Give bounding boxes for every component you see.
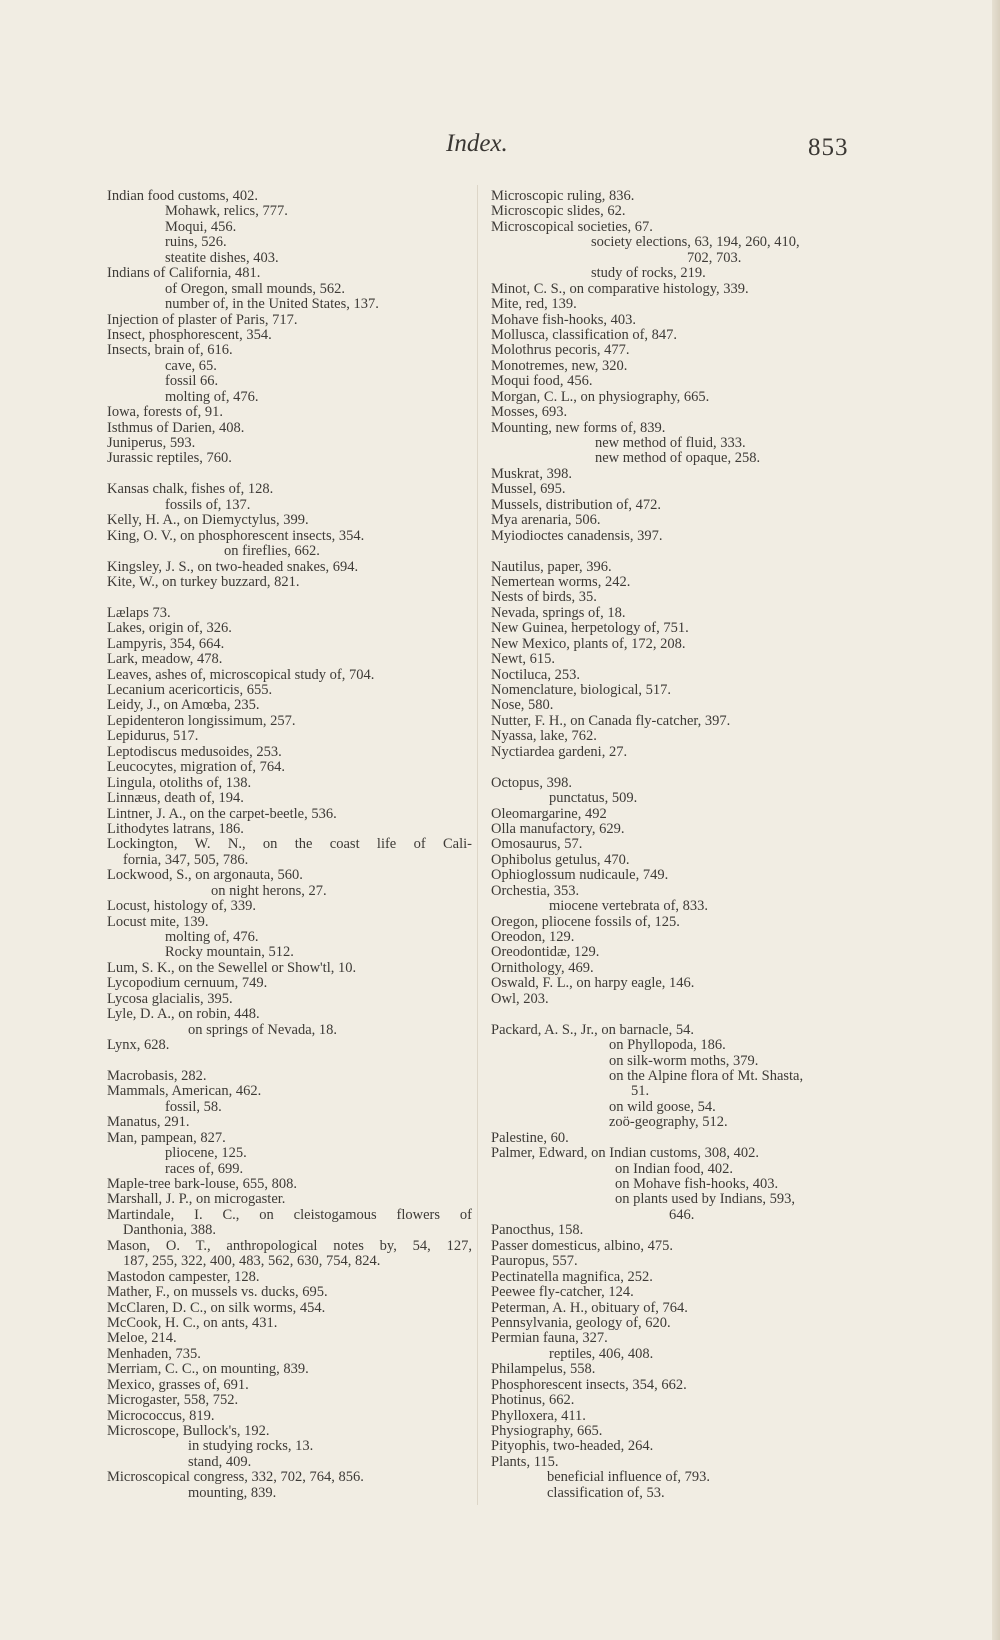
index-entry: new method of opaque, 258.: [595, 450, 761, 467]
index-entry: on the Alpine flora of Mt. Shasta,: [609, 1067, 804, 1084]
index-entry: Indian food customs, 402.: [107, 188, 259, 204]
index-entry: New Mexico, plants of, 172, 208.: [491, 635, 686, 652]
index-entry: on night herons, 27.: [211, 882, 327, 899]
index-entry: Oreodontidæ, 129.: [491, 944, 600, 961]
index-entry: Isthmus of Darien, 408.: [107, 419, 245, 436]
index-entry: on Indian food, 402.: [615, 1160, 733, 1177]
index-entry: New Guinea, herpetology of, 751.: [491, 620, 689, 637]
index-entry: Mohawk, relics, 777.: [165, 203, 288, 220]
page-number: 853: [808, 134, 849, 161]
index-entry: Microscopical congress, 332, 702, 764, 856.: [107, 1469, 364, 1486]
index-entry: fossil, 58.: [165, 1098, 222, 1115]
index-entry: Oleomargarine, 492: [491, 805, 607, 822]
index-entry: Mussel, 695.: [491, 481, 566, 498]
index-entry: Mason, O. T., anthropological notes by, 54, 127,: [107, 1237, 472, 1254]
index-entry: Lintner, J. A., on the carpet-beetle, 536.: [107, 805, 337, 822]
index-entry: Nyassa, lake, 762.: [491, 728, 597, 745]
index-entry: Nyctiardea gardeni, 27.: [491, 743, 628, 760]
index-entry: on Mohave fish-hooks, 403.: [615, 1176, 779, 1192]
index-entry: on silk-worm moths, 379.: [609, 1052, 759, 1069]
index-entry: Noctiluca, 253.: [491, 666, 580, 683]
index-entry: Lakes, origin of, 326.: [107, 620, 232, 637]
index-entry: Moqui, 456.: [165, 218, 237, 235]
index-entry: zoö-geography, 512.: [609, 1114, 728, 1131]
index-entry: Palestine, 60.: [491, 1129, 569, 1146]
index-entry: Jurassic reptiles, 760.: [107, 450, 232, 467]
index-entry: Lark, meadow, 478.: [107, 651, 223, 668]
index-entry: Mexico, grasses of, 691.: [107, 1376, 249, 1393]
index-entry: Kansas chalk, fishes of, 128.: [107, 481, 274, 498]
index-entry: Macrobasis, 282.: [107, 1067, 207, 1084]
index-entry: Mammals, American, 462.: [107, 1083, 262, 1100]
index-entry: Lingula, otoliths of, 138.: [107, 774, 252, 791]
index-entry: Palmer, Edward, on Indian customs, 308, 402.: [491, 1145, 760, 1162]
index-entry: Nomenclature, biological, 517.: [491, 682, 671, 698]
index-entry: fossils of, 137.: [165, 496, 251, 513]
page-edge: [992, 0, 1000, 1640]
index-entry: McCook, H. C., on ants, 431.: [107, 1314, 278, 1331]
index-entry: King, O. V., on phosphorescent insects, 354.: [107, 527, 365, 544]
index-column-right: [491, 189, 856, 1501]
index-entry: Nautilus, paper, 396.: [491, 558, 612, 575]
index-entry: Locust mite, 139.: [107, 913, 209, 930]
index-entry: Lynx, 628.: [107, 1037, 170, 1054]
index-entry: Lycopodium cernuum, 749.: [107, 975, 268, 992]
index-entry: Owl, 203.: [491, 990, 549, 1007]
index-entry: 646.: [669, 1206, 695, 1223]
index-entry: Pauropus, 557.: [491, 1253, 578, 1270]
index-entry: 187, 255, 322, 400, 483, 562, 630, 754, 824.: [123, 1253, 381, 1270]
index-gap: [107, 590, 472, 605]
index-entry: Peterman, A. H., obituary of, 764.: [491, 1299, 688, 1316]
column-divider: [477, 185, 478, 1505]
index-entry: miocene vertebrata of, 833.: [549, 898, 709, 915]
index-entry: Indians of California, 481.: [107, 265, 261, 282]
index-entry: McClaren, D. C., on silk worms, 454.: [107, 1299, 326, 1316]
index-entry: Insects, brain of, 616.: [107, 342, 233, 359]
index-entry: Lockington, W. N., on the coast life of Cali-: [107, 836, 472, 853]
index-entry: Pityophis, two-headed, 264.: [491, 1438, 654, 1455]
index-entry: races of, 699.: [165, 1160, 244, 1177]
index-entry: Lecanium acericorticis, 655.: [107, 682, 273, 698]
index-entry: in studying rocks, 13.: [188, 1438, 314, 1455]
index-entry: Lampyris, 354, 664.: [107, 635, 225, 652]
index-entry: 51.: [631, 1083, 650, 1100]
index-gap: [491, 760, 856, 775]
index-entry: Kingsley, J. S., on two-headed snakes, 694.: [107, 558, 359, 575]
index-entry: Locust, histology of, 339.: [107, 898, 257, 915]
index-entry: Mussels, distribution of, 472.: [491, 496, 661, 513]
index-entry: number of, in the United States, 137.: [165, 296, 379, 313]
index-entry: Pennsylvania, geology of, 620.: [491, 1314, 671, 1331]
index-column-left: [107, 189, 472, 1501]
index-entry: fornia, 347, 505, 786.: [123, 851, 249, 868]
index-entry: Octopus, 398.: [491, 774, 572, 791]
index-entry: Microscopic ruling, 836.: [491, 188, 635, 204]
index-entry: stand, 409.: [188, 1453, 252, 1470]
index-entry: society elections, 63, 194, 260, 410,: [591, 234, 800, 251]
index-entry: Maple-tree bark-louse, 655, 808.: [107, 1176, 298, 1192]
index-entry: cave, 65.: [165, 357, 217, 374]
index-entry: Lum, S. K., on the Sewellel or Show'tl, 10.: [107, 959, 357, 976]
index-entry: Oreodon, 129.: [491, 929, 575, 945]
index-entry: molting of, 476.: [165, 929, 259, 945]
index-gap: [107, 467, 472, 482]
index-entry: Lælaps 73.: [107, 604, 171, 621]
index-entry: 702, 703.: [687, 249, 742, 266]
index-entry: Physiography, 665.: [491, 1423, 603, 1439]
index-entry: Myiodioctes canadensis, 397.: [491, 527, 663, 544]
index-entry: Microscopic slides, 62.: [491, 203, 626, 220]
index-entry: fossil 66.: [165, 373, 219, 390]
index-entry: Mosses, 693.: [491, 404, 568, 421]
index-entry: Nevada, springs of, 18.: [491, 604, 626, 621]
index-entry: Oswald, F. L., on harpy eagle, 146.: [491, 975, 695, 992]
index-entry: pliocene, 125.: [165, 1145, 247, 1162]
index-entry: Muskrat, 398.: [491, 465, 572, 482]
index-entry: Ornithology, 469.: [491, 959, 594, 976]
index-entry: Leaves, ashes of, microscopical study of, 704.: [107, 666, 375, 683]
index-entry: Nose, 580.: [491, 697, 554, 714]
index-entry: on springs of Nevada, 18.: [188, 1021, 338, 1038]
index-entry: of Oregon, small mounds, 562.: [165, 280, 346, 297]
index-entry: study of rocks, 219.: [591, 265, 706, 282]
index-entry: on plants used by Indians, 593,: [615, 1191, 796, 1208]
index-entry: Danthonia, 388.: [123, 1222, 217, 1239]
index-entry: molting of, 476.: [165, 388, 259, 405]
index-entry: Microgaster, 558, 752.: [107, 1392, 239, 1409]
index-entry: Nests of birds, 35.: [491, 589, 597, 606]
running-title: Index.: [446, 130, 508, 157]
index-entry: Panocthus, 158.: [491, 1222, 584, 1239]
index-entry: Lithodytes latrans, 186.: [107, 820, 244, 837]
index-entry: Minot, C. S., on comparative histology, 339.: [491, 280, 749, 297]
running-header: [0, 130, 1000, 170]
index-entry: Lepidenteron longissimum, 257.: [107, 712, 296, 729]
index-entry: Insect, phosphorescent, 354.: [107, 326, 272, 343]
index-entry: Linnæus, death of, 194.: [107, 790, 244, 807]
index-entry: Orchestia, 353.: [491, 882, 580, 899]
index-entry: Mather, F., on mussels vs. ducks, 695.: [107, 1284, 328, 1301]
index-entry: Philampelus, 558.: [491, 1361, 596, 1378]
index-entry: on wild goose, 54.: [609, 1098, 716, 1115]
index-entry: Permian fauna, 327.: [491, 1330, 608, 1347]
index-entry: Lyle, D. A., on robin, 448.: [107, 1006, 260, 1023]
index-entry: Merriam, C. C., on mounting, 839.: [107, 1361, 309, 1378]
index-entry: Plants, 115.: [491, 1453, 559, 1470]
index-entry: Oregon, pliocene fossils of, 125.: [491, 913, 680, 930]
index-entry: Photinus, 662.: [491, 1392, 575, 1409]
index-entry: Ophibolus getulus, 470.: [491, 851, 630, 868]
index-entry: reptiles, 406, 408.: [549, 1345, 654, 1362]
index-entry: Morgan, C. L., on physiography, 665.: [491, 388, 710, 405]
index-entry: Marshall, J. P., on microgaster.: [107, 1191, 286, 1208]
index-entry: Iowa, forests of, 91.: [107, 404, 223, 421]
index-entry: Passer domesticus, albino, 475.: [491, 1237, 674, 1254]
index-entry: Phosphorescent insects, 354, 662.: [491, 1376, 687, 1393]
index-entry: Mollusca, classification of, 847.: [491, 326, 678, 343]
index-entry: Ophioglossum nudicaule, 749.: [491, 867, 669, 884]
index-entry: Nemertean worms, 242.: [491, 573, 631, 590]
index-entry: ruins, 526.: [165, 234, 227, 251]
index-gap: [107, 1054, 472, 1069]
index-entry: Lepidurus, 517.: [107, 728, 199, 745]
index-entry: Kite, W., on turkey buzzard, 821.: [107, 573, 300, 590]
index-entry: Injection of plaster of Paris, 717.: [107, 311, 298, 328]
index-gap: [491, 1007, 856, 1022]
index-gap: [491, 544, 856, 559]
index-entry: Micrococcus, 819.: [107, 1407, 215, 1424]
index-entry: Microscopical societies, 67.: [491, 218, 653, 235]
index-entry: Martindale, I. C., on cleistogamous flowers of: [107, 1206, 472, 1223]
index-entry: Packard, A. S., Jr., on barnacle, 54.: [491, 1021, 694, 1038]
index-entry: Newt, 615.: [491, 651, 556, 668]
index-entry: Juniperus, 593.: [107, 435, 196, 451]
index-entry: Menhaden, 735.: [107, 1345, 201, 1362]
index-entry: Microscope, Bullock's, 192.: [107, 1423, 270, 1439]
index-entry: Moqui food, 456.: [491, 373, 593, 390]
index-entry: Olla manufactory, 629.: [491, 820, 625, 837]
index-entry: steatite dishes, 403.: [165, 249, 279, 266]
index-entry: on Phyllopoda, 186.: [609, 1037, 726, 1054]
index-entry: Lockwood, S., on argonauta, 560.: [107, 867, 303, 884]
index-entry: Kelly, H. A., on Diemyctylus, 399.: [107, 512, 309, 529]
index-entry: on fireflies, 662.: [224, 543, 320, 560]
index-entry: Rocky mountain, 512.: [165, 944, 294, 961]
index-entry: beneficial influence of, 793.: [547, 1469, 711, 1486]
index-entry: Pectinatella magnifica, 252.: [491, 1268, 653, 1285]
index-entry: Man, pampean, 827.: [107, 1129, 226, 1146]
index-entry: Leucocytes, migration of, 764.: [107, 759, 285, 776]
index-entry: Omosaurus, 57.: [491, 836, 583, 853]
index-entry: Monotremes, new, 320.: [491, 357, 628, 374]
index-entry: Mounting, new forms of, 839.: [491, 419, 666, 436]
index-entry: Leptodiscus medusoides, 253.: [107, 743, 282, 760]
index-entry: Manatus, 291.: [107, 1114, 190, 1131]
index-entry: Phylloxera, 411.: [491, 1407, 586, 1424]
index-entry: classification of, 53.: [547, 1484, 665, 1501]
index-entry: punctatus, 509.: [549, 790, 638, 807]
index-entry: Leidy, J., on Amœba, 235.: [107, 697, 260, 714]
index-entry: Molothrus pecoris, 477.: [491, 342, 630, 359]
index-entry: Meloe, 214.: [107, 1330, 177, 1347]
index-entry: mounting, 839.: [188, 1484, 277, 1501]
index-entry: Peewee fly-catcher, 124.: [491, 1284, 634, 1301]
index-entry: Nutter, F. H., on Canada fly-catcher, 397.: [491, 712, 731, 729]
index-entry: Mastodon campester, 128.: [107, 1268, 260, 1285]
index-entry: new method of fluid, 333.: [595, 435, 746, 451]
index-entry: Mite, red, 139.: [491, 296, 577, 313]
index-entry: Lycosa glacialis, 395.: [107, 990, 233, 1007]
index-entry: Mya arenaria, 506.: [491, 512, 601, 529]
index-entry: Mohave fish-hooks, 403.: [491, 311, 636, 328]
